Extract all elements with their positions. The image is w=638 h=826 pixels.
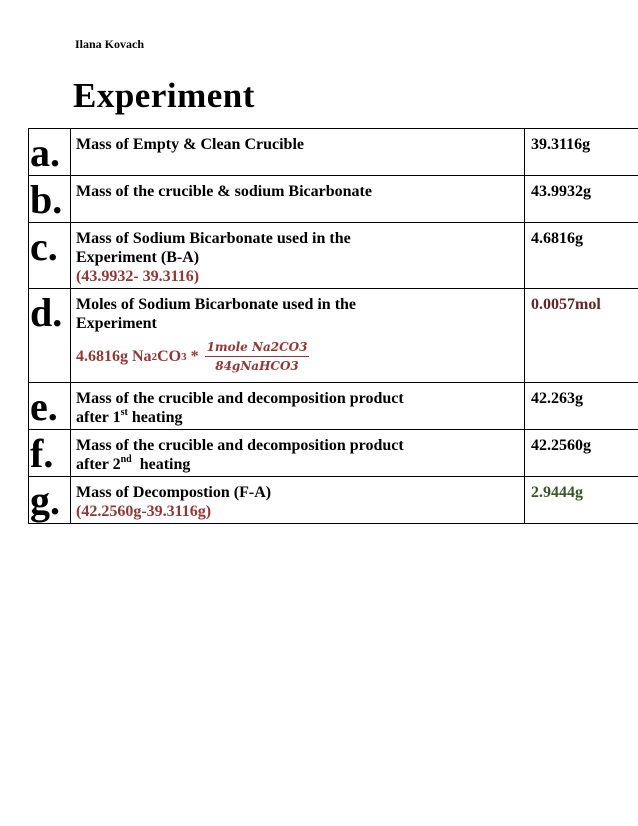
description-line: Mass of the crucible and decomposition product [76,390,404,407]
row-value: 4.6816g [525,223,638,289]
table-row [29,129,638,176]
table-row [29,223,638,289]
author-name: Ilana Kovach [75,37,145,51]
row-description [71,383,525,430]
row-letter: g. [29,477,71,524]
ordinal-suffix: st [120,406,128,418]
row-letter: b. [29,176,71,223]
description-line: Moles of Sodium Bicarbonate used in the [76,296,357,313]
row-description: Mass of Empty & Clean Crucible [71,129,525,176]
calculation: (43.9932- 39.3116) [76,268,200,285]
row-letter: c. [29,223,71,289]
description-line [76,455,520,474]
conversion-fraction [205,339,310,374]
calculation: (42.2560g-39.3116g) [76,503,212,520]
description-line: Mass of the crucible and decomposition product [76,437,404,454]
table-row [29,477,638,524]
description-text: after 2 [76,456,121,473]
mole-formula: 4.6816g Na 2 CO 3 * $\frac{\text{1mole Na2CO3}}{\text{84gNaHCO3}}$ [76,340,308,373]
description-text: after 1 [76,409,121,426]
description-line: Experiment [76,315,157,332]
table-row [29,289,638,383]
formula-mass: 4.6816g Na [76,348,152,365]
row-description: Mass of the crucible & sodium Bicarbonate [71,176,525,223]
row-description [71,223,525,289]
row-value: 39.3116g [525,129,638,176]
row-value: 0.0057mol [525,289,638,383]
row-letter: d. [29,289,71,383]
experiment-table [28,128,638,524]
description-line: Mass of Decompostion (F-A) [76,484,272,501]
description-line: Mass of Sodium Bicarbonate used in the [76,230,351,247]
row-description [71,289,525,383]
row-value: 2.9444g [525,477,638,524]
row-letter: e. [29,383,71,430]
description-text: heating [127,409,183,426]
row-description [71,430,525,477]
formula-carbonate: CO [157,348,182,365]
row-letter: a. [29,129,71,176]
row-value: 42.263g [525,383,638,430]
fraction-numerator: 1mole Na2CO3 [205,339,310,357]
description-line [76,408,520,427]
row-value: 42.2560g [525,430,638,477]
ordinal-suffix: nd [120,453,132,465]
row-description [71,477,525,524]
table-row [29,430,638,477]
formula-multiply: * [186,348,199,365]
row-letter: f. [29,430,71,477]
row-value: 43.9932g [525,176,638,223]
table-row [29,176,638,223]
table-row [29,383,638,430]
description-text: heating [131,456,191,473]
fraction-denominator: 84gNaHCO3 [215,359,299,373]
description-line: Experiment (B-A) [76,249,200,266]
page-title: Experiment [73,76,255,115]
